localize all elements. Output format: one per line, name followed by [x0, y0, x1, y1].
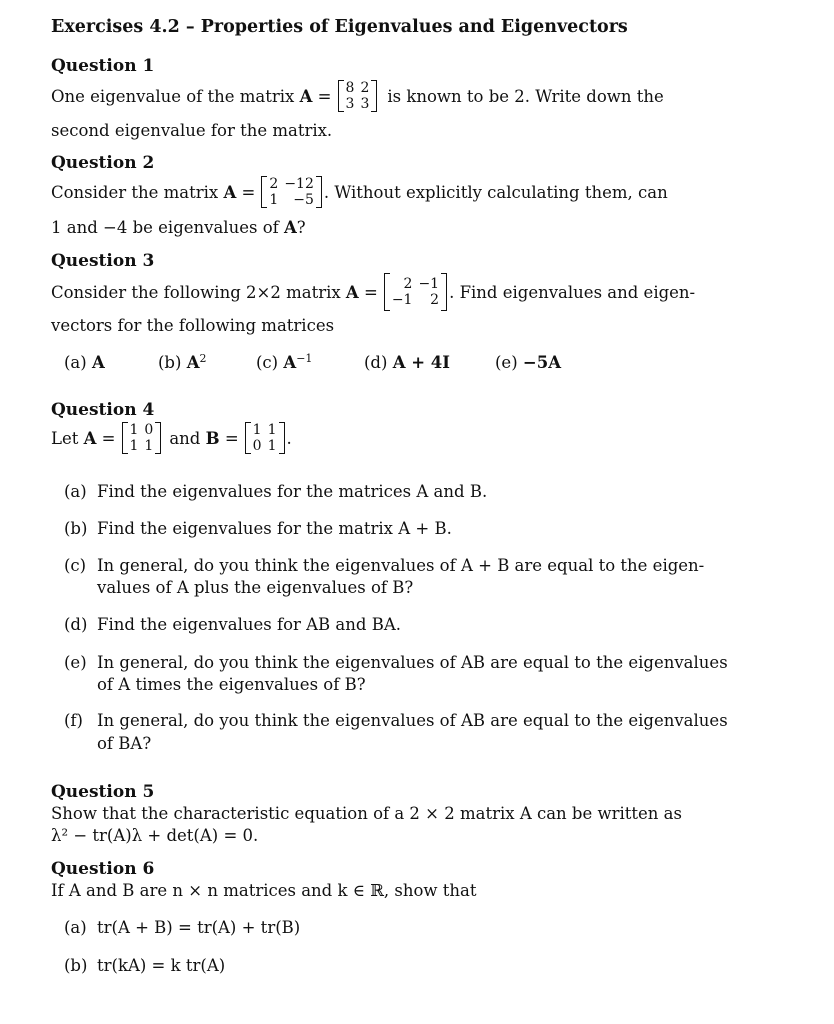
q3-matrix-cell: −1	[418, 276, 440, 292]
q3-matrix-name: A	[345, 282, 359, 302]
q4-matrix-a	[122, 422, 162, 454]
question-4-heading: Question 4	[51, 400, 155, 420]
question-3-heading: Question 3	[51, 251, 155, 271]
q1-matrix	[338, 80, 378, 112]
q3-text-post: . Find eigenvalues and eigen-	[449, 282, 696, 302]
q3-part-c	[256, 353, 312, 372]
q6-item-a-label: (a)	[64, 918, 87, 937]
q4-equals: =	[219, 428, 239, 448]
q3-equals: =	[358, 282, 378, 302]
left-bracket	[338, 80, 344, 112]
question-5-line-1: Show that the characteristic equation of a 2 × 2 matrix A can be written as	[51, 804, 682, 823]
q3-part-d	[364, 353, 450, 372]
question-2-line-2	[51, 218, 306, 237]
q2-matrix	[261, 176, 321, 208]
q4-item-c-text-1: In general, do you think the eigenvalues of A + B are equal to the eigen-	[97, 556, 705, 575]
question-1-line-2: second eigenvalue for the matrix.	[51, 121, 333, 140]
part-label: (b)	[158, 353, 182, 372]
q4-item-d-text: Find the eigenvalues for AB and BA.	[97, 615, 401, 634]
part-exponent: −1	[296, 352, 313, 365]
q3-matrix-cell: 2	[403, 276, 413, 292]
question-1-line-1	[51, 80, 664, 112]
q4-matrix-a-cell: 1	[129, 422, 139, 438]
right-bracket	[441, 273, 447, 311]
part-label: (c)	[256, 353, 279, 372]
part-expr: A + 4I	[392, 353, 451, 372]
question-4-definition	[51, 422, 292, 454]
q2-matrix-cell: −5	[293, 192, 314, 208]
right-bracket	[316, 176, 322, 208]
part-expr: A	[283, 353, 297, 372]
q4-item-b-text: Find the eigenvalues for the matrix A + B.	[97, 519, 452, 538]
q1-text-pre: One eigenvalue of the matrix	[51, 86, 300, 106]
q4-matrix-b	[245, 422, 285, 454]
left-bracket	[245, 422, 251, 454]
q4-item-a-text: Find the eigenvalues for the matrices A and B.	[97, 482, 488, 501]
right-bracket	[155, 422, 161, 454]
right-bracket	[279, 422, 285, 454]
q2-matrix-cell: 1	[269, 192, 279, 208]
q4-matrix-a-cell: 0	[144, 422, 154, 438]
q6-item-b-label: (b)	[64, 956, 88, 975]
left-bracket	[122, 422, 128, 454]
q2-line2-a: 1 and −4 be eigenvalues of	[51, 218, 284, 237]
q1-text-post: is known to be 2. Write down the	[387, 86, 664, 106]
q2-matrix-name: A	[223, 182, 237, 202]
q2-line2-b: A	[283, 218, 297, 237]
left-bracket	[261, 176, 267, 208]
q3-matrix-cell: 2	[430, 292, 440, 308]
q4-matrix-a-cell: 1	[144, 438, 154, 454]
q2-line2-c: ?	[296, 218, 306, 237]
q1-matrix-cell: 3	[345, 96, 355, 112]
question-6-line-1: If A and B are n × n matrices and k ∈ ℝ, show that	[51, 881, 477, 900]
part-label: (e)	[495, 353, 518, 372]
q3-part-e	[495, 353, 561, 372]
q1-equals: =	[312, 86, 332, 106]
page-title: Exercises 4.2 – Properties of Eigenvalues and Eigenvectors	[51, 17, 628, 37]
q4-matrix-b-cell: 1	[252, 422, 262, 438]
q2-equals: =	[236, 182, 256, 202]
q4-and: and	[169, 428, 206, 448]
part-expr: −5A	[522, 353, 561, 372]
q2-text-post: . Without explicitly calculating them, can	[323, 182, 668, 202]
part-expr: A	[91, 353, 105, 372]
question-2-heading: Question 2	[51, 153, 155, 173]
right-bracket	[371, 80, 377, 112]
question-3-line-2: vectors for the following matrices	[51, 316, 335, 335]
question-6-heading: Question 6	[51, 859, 155, 879]
q4-item-e-text-1: In general, do you think the eigenvalues of AB are equal to the eigenvalues	[97, 653, 728, 672]
q4-matrix-b-name: B	[205, 428, 220, 448]
left-bracket	[384, 273, 390, 311]
q4-item-c-label: (c)	[64, 556, 87, 575]
q2-text-pre: Consider the matrix	[51, 182, 224, 202]
q1-matrix-cell: 2	[360, 80, 370, 96]
q3-part-a	[64, 353, 105, 372]
q4-item-a-label: (a)	[64, 482, 87, 501]
q2-matrix-cell: 2	[269, 176, 279, 192]
q1-matrix-cell: 3	[360, 96, 370, 112]
q4-item-d-label: (d)	[64, 615, 88, 634]
q4-item-e-label: (e)	[64, 653, 87, 672]
question-1-heading: Question 1	[51, 56, 155, 76]
q3-text-pre: Consider the following 2×2 matrix	[51, 282, 346, 302]
q4-end: .	[286, 428, 292, 448]
q6-item-b-text: tr(kA) = k tr(A)	[97, 956, 226, 975]
q4-matrix-b-cell: 1	[267, 438, 277, 454]
q1-matrix-name: A	[299, 86, 313, 106]
q3-part-b	[158, 353, 207, 372]
q4-matrix-b-cell: 0	[252, 438, 262, 454]
question-2-line-1	[51, 176, 668, 208]
q4-matrix-a-name: A	[83, 428, 97, 448]
part-expr: A	[186, 353, 200, 372]
q2-matrix-cell: −12	[284, 176, 314, 192]
q4-item-b-label: (b)	[64, 519, 88, 538]
question-5-heading: Question 5	[51, 782, 155, 802]
part-label: (a)	[64, 353, 87, 372]
q4-let: Let	[51, 428, 84, 448]
part-exponent: 2	[199, 352, 207, 365]
q3-matrix	[384, 273, 447, 311]
question-5-line-2: λ² − tr(A)λ + det(A) = 0.	[51, 826, 259, 845]
q4-item-f-text-1: In general, do you think the eigenvalues of AB are equal to the eigenvalues	[97, 711, 728, 730]
q4-equals: =	[96, 428, 116, 448]
q6-item-a-text: tr(A + B) = tr(A) + tr(B)	[97, 918, 301, 937]
part-label: (d)	[364, 353, 388, 372]
q4-item-f-label: (f)	[64, 711, 83, 730]
q1-matrix-cell: 8	[345, 80, 355, 96]
q4-matrix-a-cell: 1	[129, 438, 139, 454]
q3-matrix-cell: −1	[391, 292, 413, 308]
q4-item-c-text-2: values of A plus the eigenvalues of B?	[97, 578, 414, 597]
q4-item-e-text-2: of A times the eigenvalues of B?	[97, 675, 366, 694]
q4-item-f-text-2: of BA?	[97, 734, 152, 753]
q4-matrix-b-cell: 1	[267, 422, 277, 438]
question-3-line-1	[51, 273, 695, 311]
